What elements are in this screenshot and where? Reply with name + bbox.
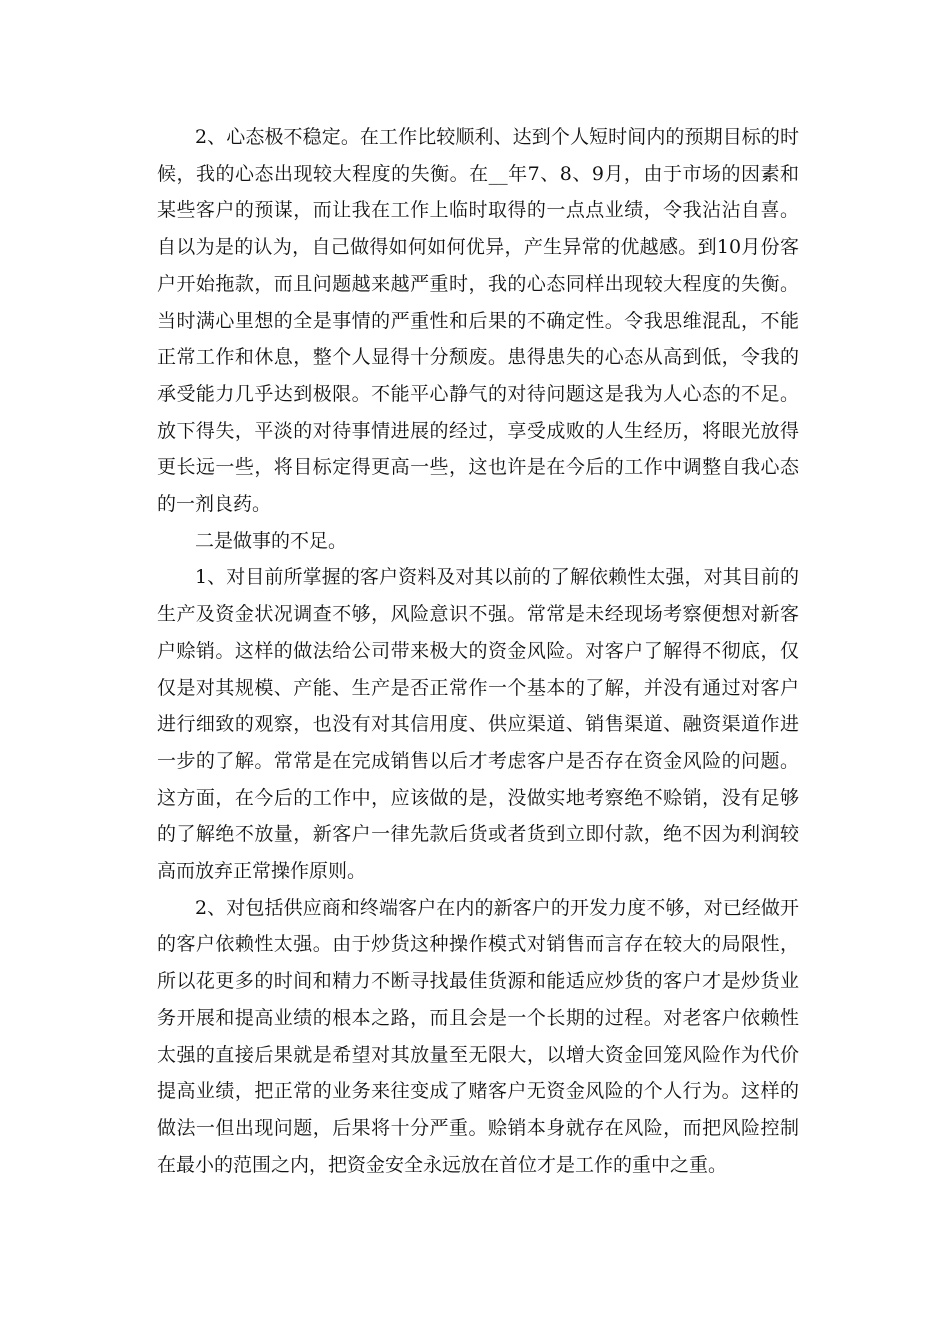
- paragraph-mindset: 2、心态极不稳定。在工作比较顺利、达到个人短时间内的预期目标的时候，我的心态出现较大程度的失衡。在__年7、8、9月，由于市场的因素和某些客户的预谋，而让我在工作上临时取得的一点点业绩，令我沾沾自喜。自以为是的认为，自己做得如何如何优异，产生异常的优越感。到10月份客户开始拖款，而且问题越来越严重时，我的心态同样出现较大程度的失衡。当时满心里想的全是事情的严重性和后果的不确定性。令我思维混乱，不能正常工作和休息，整个人显得十分颓废。患得患失的心态从高到低，令我的承受能力几乎达到极限。不能平心静气的对待问题这是我为人心态的不足。放下得失，平淡的对待事情进展的经过，享受成败的人生经历，将眼光放得更长远一些，将目标定得更高一些，这也许是在今后的工作中调整自我心态的一剂良药。: [157, 126, 799, 516]
- document-body: [157, 119, 799, 1183]
- paragraph-new-customers: 2、对包括供应商和终端客户在内的新客户的开发力度不够，对已经做开的客户依赖性太强。由于炒货这种操作模式对销售而言存在较大的局限性，所以花更多的时间和精力不断寻找最佳货源和能适应炒货的客户才是炒货业务开展和提高业绩的根本之路，而且会是一个长期的过程。对老客户依赖性太强的直接后果就是希望对其放量至无限大，以增大资金回笼风险作为代价提高业绩，把正常的业务来往变成了赌客户无资金风险的个人行为。这样的做法一但出现问题，后果将十分严重。赊销本身就存在风险，而把风险控制在最小的范围之内，把资金安全永远放在首位才是工作的重中之重。: [157, 896, 799, 1176]
- paragraph-customer-info: 1、对目前所掌握的客户资料及对其以前的了解依赖性太强，对其目前的生产及资金状况调查不够，风险意识不强。常常是未经现场考察便想对新客户赊销。这样的做法给公司带来极大的资金风险。对客户了解得不彻底，仅仅是对其规模、产能、生产是否正常作一个基本的了解，并没有通过对客户进行细致的观察，也没有对其信用度、供应渠道、销售渠道、融资渠道作进一步的了解。常常是在完成销售以后才考虑客户是否存在资金风险的问题。这方面，在今后的工作中，应该做的是，没做实地考察绝不赊销，没有足够的了解绝不放量，新客户一律先款后货或者货到立即付款，绝不因为利润较高而放弃正常操作原则。: [157, 566, 799, 883]
- section-heading: 二是做事的不足。: [195, 529, 348, 552]
